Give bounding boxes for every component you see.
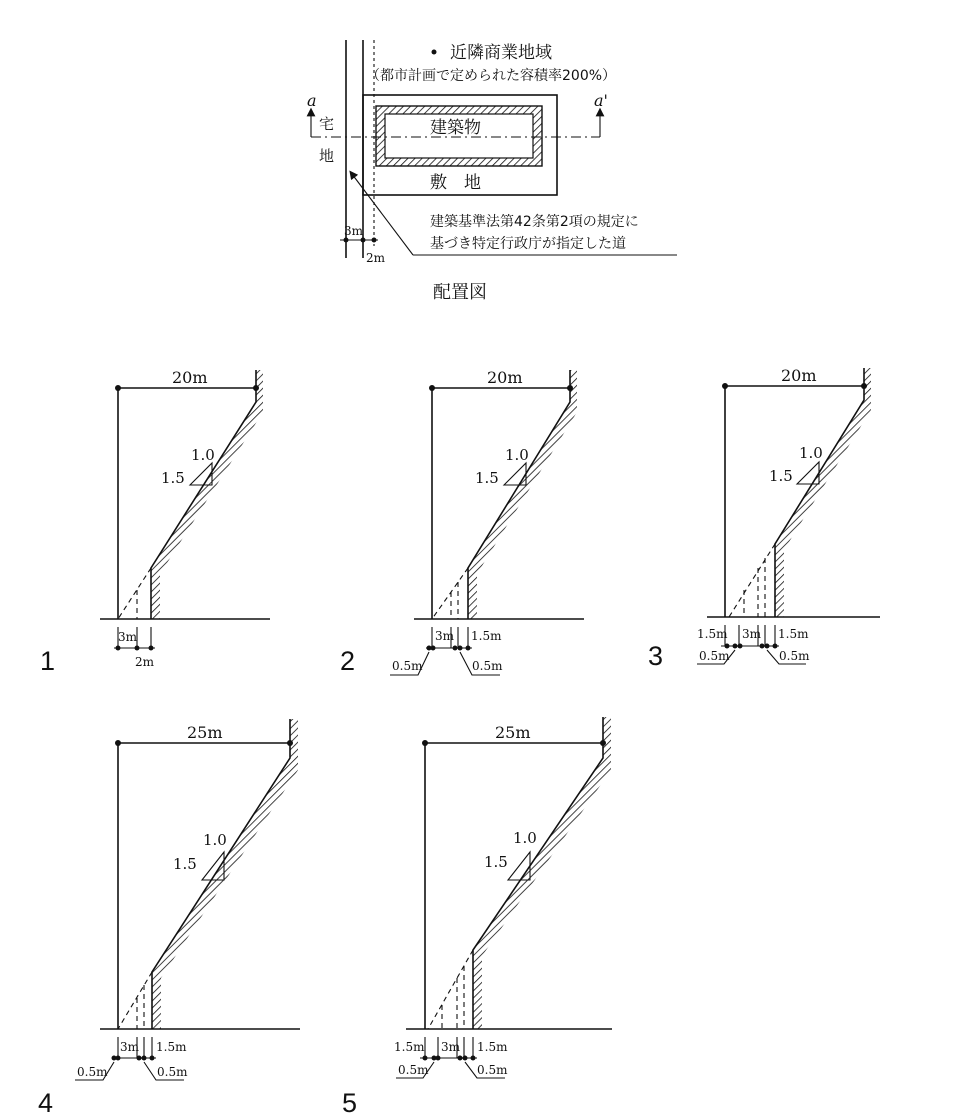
building-hatch (473, 717, 611, 1029)
dim-dot (344, 238, 349, 243)
dim-dot (137, 1056, 142, 1061)
slope-run: 1.0 (191, 446, 215, 464)
dim-label: 1.5m (778, 627, 809, 641)
dim-dot (116, 646, 121, 651)
plan-caption: 配置図 (433, 282, 487, 303)
dim-dot (423, 1056, 428, 1061)
site-plan (307, 40, 677, 303)
option-4 (38, 719, 300, 1118)
top-width-label: 20m (487, 368, 523, 387)
dim-dot (135, 646, 140, 651)
option-1 (40, 368, 270, 676)
top-width-label: 25m (187, 723, 223, 742)
dim-dot (436, 1056, 441, 1061)
dashed-extension (118, 972, 152, 1029)
height-dot (722, 383, 728, 389)
dim-label: 1.5m (156, 1040, 187, 1054)
dim-dot (116, 1056, 121, 1061)
slope-rise: 1.5 (769, 467, 793, 485)
option-5 (342, 717, 612, 1118)
dim-label: 0.5m (157, 1065, 188, 1079)
dim-2m: 2m (366, 251, 386, 265)
slope-run: 1.0 (513, 829, 537, 847)
dim-dot (725, 644, 730, 649)
slope-rise: 1.5 (475, 469, 499, 487)
dim-label: 0.5m (779, 649, 810, 663)
dashed-extension (118, 568, 151, 619)
top-width-label: 25m (495, 723, 531, 742)
slope-run: 1.0 (799, 444, 823, 462)
lot-label-2: 地 (319, 147, 335, 165)
dashed-extension (428, 950, 473, 1029)
dim-label: 0.5m (392, 659, 423, 673)
dim-label: 3m (441, 1040, 461, 1054)
dim-label: 3m (435, 629, 455, 643)
dim-dot (733, 644, 738, 649)
dim-label: 3m (742, 627, 762, 641)
dim-dot (773, 644, 778, 649)
dim-label: 2m (135, 655, 155, 669)
dim-dot (150, 1056, 155, 1061)
slope-rise: 1.5 (161, 469, 185, 487)
option-number: 3 (648, 641, 664, 671)
dim-dot (361, 238, 366, 243)
dim-label: 1.5m (697, 627, 728, 641)
dim-dot (738, 644, 743, 649)
dim-dot (765, 644, 770, 649)
section-label-a: a (307, 91, 317, 110)
option-number: 5 (342, 1088, 358, 1118)
dim-dot (760, 644, 765, 649)
dim-dot (453, 646, 458, 651)
dashed-extension (729, 544, 775, 617)
dim-label: 0.5m (398, 1063, 429, 1077)
dim-label: 1.5m (471, 629, 502, 643)
ratio-label: （都市計画で定められた容積率200%） (366, 68, 617, 84)
dim-dot (431, 646, 436, 651)
site-label: 敷 地 (430, 173, 481, 193)
dim-label: 0.5m (477, 1063, 508, 1077)
building-label: 建築物 (430, 118, 481, 138)
building-hatch (775, 368, 871, 617)
dashed-extension (432, 568, 468, 619)
building-hatch (152, 719, 298, 1029)
building-hatch (468, 370, 577, 619)
height-dot (115, 385, 121, 391)
option-2 (340, 368, 584, 676)
dim-label: 0.5m (77, 1065, 108, 1079)
dim-dot (149, 646, 154, 651)
road-note-line2: 基づき特定行政庁が指定した道 (430, 236, 626, 252)
dim-label: 1.5m (477, 1040, 508, 1054)
leader-arrow (352, 174, 413, 255)
dim-label: 3m (120, 1040, 140, 1054)
height-dot (422, 740, 428, 746)
dim-label: 0.5m (699, 649, 730, 663)
top-width-label: 20m (172, 368, 208, 387)
dim-dot (458, 646, 463, 651)
dim-label: 0.5m (472, 659, 503, 673)
lot-label-1: 宅 (319, 115, 335, 133)
dim-dot (466, 646, 471, 651)
slope-rise: 1.5 (484, 853, 508, 871)
section-label-a-prime: a' (594, 91, 608, 110)
dim-dot (458, 1056, 463, 1061)
option-3 (648, 366, 880, 671)
height-dot (115, 740, 121, 746)
option-number: 1 (40, 646, 56, 676)
bullet-dot (432, 50, 437, 55)
height-dot (429, 385, 435, 391)
option-number: 2 (340, 646, 356, 676)
top-width-label: 20m (781, 366, 817, 385)
slope-rise: 1.5 (173, 855, 197, 873)
slope-run: 1.0 (203, 831, 227, 849)
dim-3m: 3m (344, 224, 364, 238)
dim-dot (463, 1056, 468, 1061)
dim-label: 1.5m (394, 1040, 425, 1054)
dim-label: 3m (118, 630, 138, 644)
dim-dot (142, 1056, 147, 1061)
slope-run: 1.0 (505, 446, 529, 464)
dim-dot (471, 1056, 476, 1061)
road-note-line1: 建築基準法第42条第2項の規定に (430, 214, 639, 230)
building-hatch (151, 370, 263, 619)
zone-label: 近隣商業地域 (450, 43, 552, 63)
option-number: 4 (38, 1088, 54, 1118)
